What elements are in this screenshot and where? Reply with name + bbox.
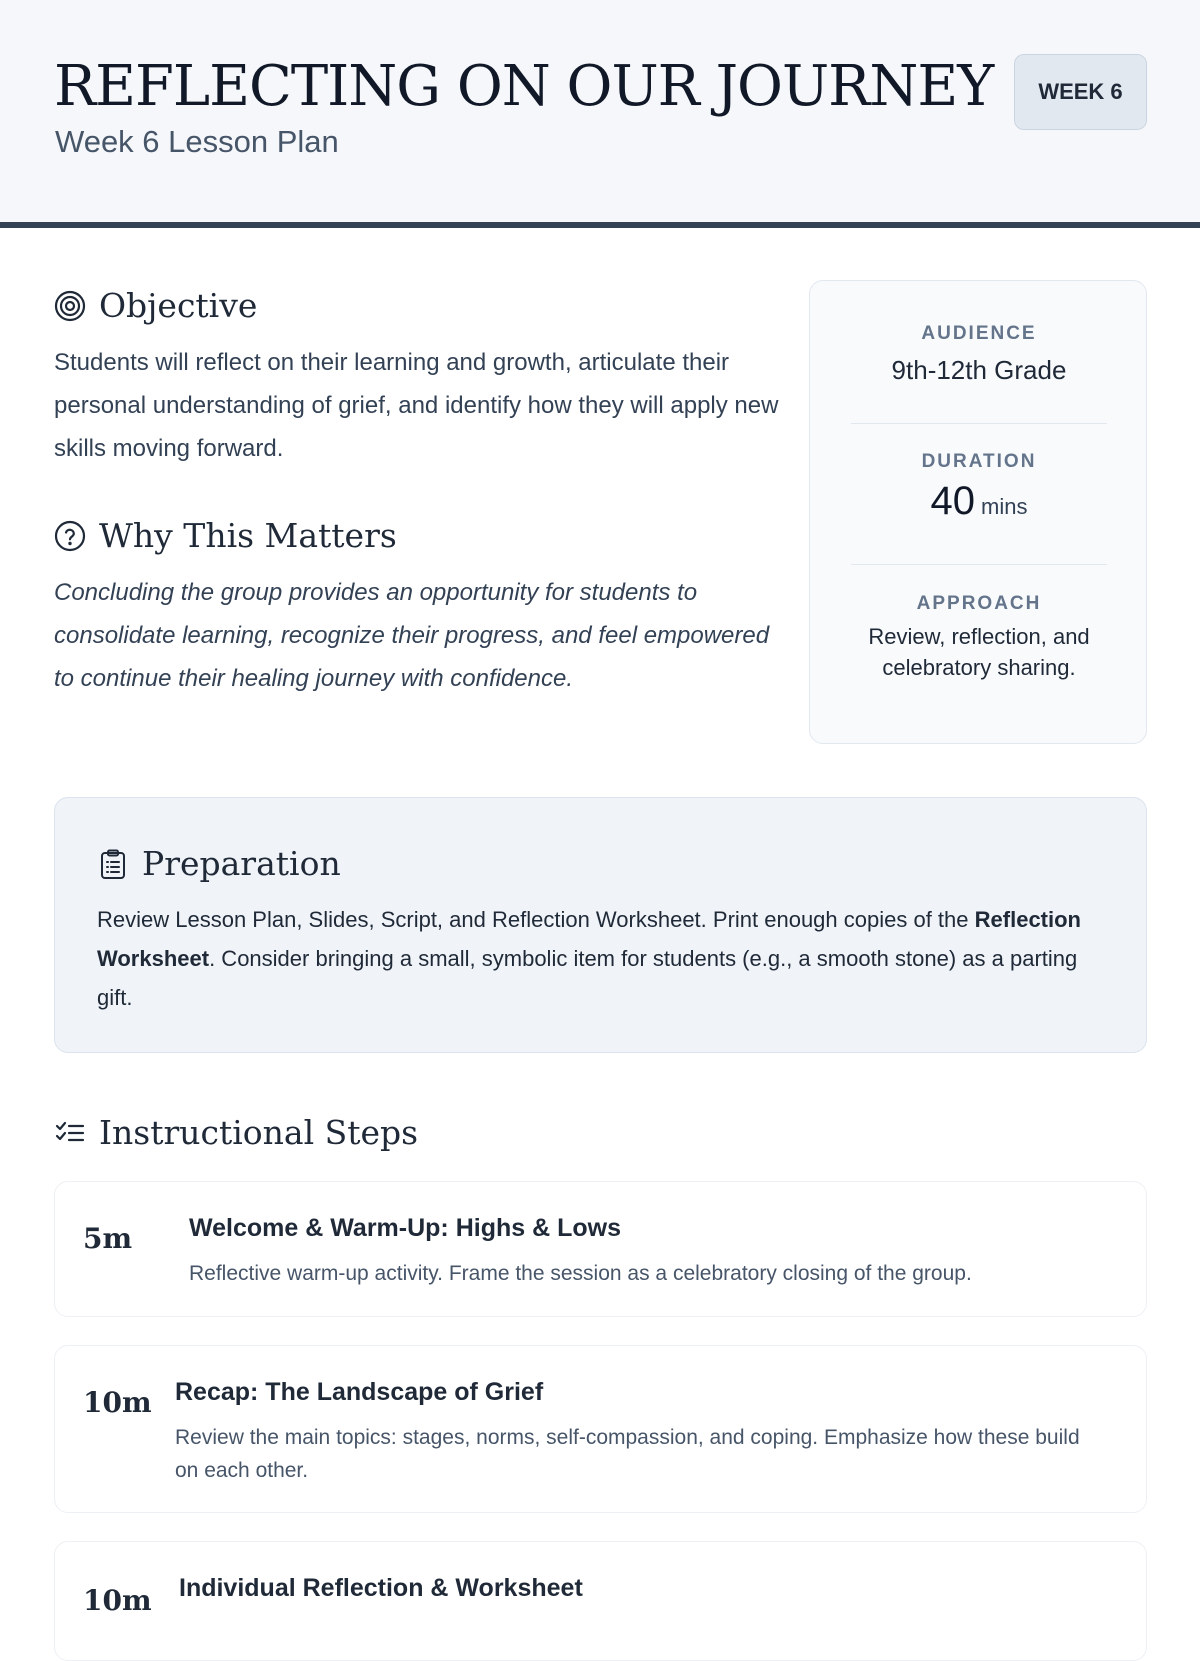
step-time: 10m (83, 1584, 152, 1617)
preparation-text-part: . Consider bringing a small, symbolic item for students (e.g., a smooth stone) as a parting gift. (97, 946, 1078, 1010)
why-heading-label: Why This Matters (99, 516, 397, 555)
objective-heading-label: Objective (99, 286, 258, 325)
preparation-card (54, 797, 1147, 1053)
step-description: Reflective warm-up activity. Frame the session as a celebratory closing of the group. (189, 1262, 972, 1285)
step-title: Welcome & Warm-Up: Highs & Lows (189, 1214, 621, 1242)
approach-label: APPROACH (916, 593, 1042, 614)
lesson-info-card (809, 280, 1147, 744)
page-title: REFLECTING ON OUR JOURNEY (54, 54, 994, 119)
step-description: Review the main topics: stages, norms, self-compassion, and coping. Emphasize how these build on each other. (175, 1426, 1080, 1482)
info-divider (851, 564, 1107, 565)
step-title: Recap: The Landscape of Grief (175, 1378, 544, 1406)
preparation-text-part: Review Lesson Plan, Slides, Script, and Reflection Worksheet. Print enough copies of the (97, 907, 975, 932)
step-time: 5m (83, 1222, 133, 1255)
checklist-icon (54, 1117, 86, 1149)
page-header (0, 0, 1200, 228)
info-divider (851, 423, 1107, 424)
steps-heading (54, 1113, 418, 1152)
duration-value: 40 (930, 479, 976, 523)
step-time: 10m (83, 1386, 152, 1419)
preparation-heading (97, 844, 341, 883)
approach-block (810, 593, 1148, 683)
preparation-text (97, 900, 1107, 1017)
objective-heading (54, 286, 257, 325)
question-circle-icon (54, 520, 86, 552)
target-icon (54, 290, 86, 322)
step-title: Individual Reflection & Worksheet (179, 1574, 583, 1602)
duration-block (810, 451, 1148, 524)
audience-block (810, 323, 1148, 386)
why-heading (54, 516, 397, 555)
step-card (54, 1181, 1147, 1317)
reflection-worksheet-emphasis: Reflection Worksheet (97, 907, 1081, 971)
duration-label: DURATION (921, 451, 1037, 472)
audience-value: 9th-12th Grade (891, 355, 1067, 385)
page-subtitle: Week 6 Lesson Plan (55, 124, 339, 159)
why-text: Concluding the group provides an opportunity for students to consolidate learning, recognize their progress, and feel empowered to continue their healing journey with confidence. (54, 579, 770, 692)
objective-text: Students will reflect on their learning and growth, articulate their personal understanding of grief, and identify how they will apply new skills moving forward. (54, 349, 779, 462)
step-card (54, 1541, 1147, 1661)
clipboard-icon (97, 848, 129, 880)
approach-value: Review, reflection, and celebratory sharing. (868, 624, 1090, 680)
duration-unit: mins (981, 494, 1028, 519)
week-badge: WEEK 6 (1014, 54, 1147, 130)
steps-heading-label: Instructional Steps (99, 1113, 419, 1152)
duration-row (810, 479, 1148, 524)
audience-label: AUDIENCE (921, 323, 1037, 344)
step-card (54, 1345, 1147, 1513)
preparation-heading-label: Preparation (142, 844, 341, 883)
